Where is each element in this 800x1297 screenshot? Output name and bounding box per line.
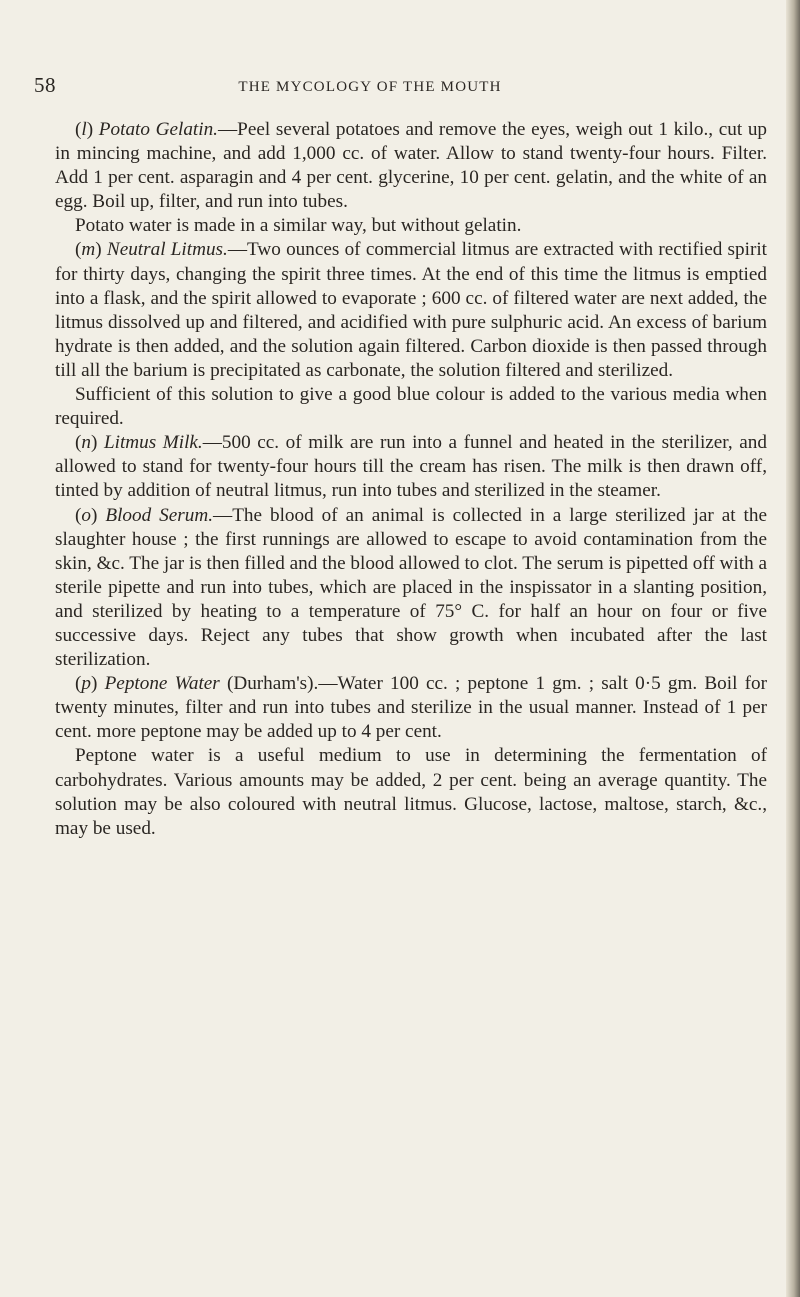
item-heading: Litmus Milk.	[103, 432, 203, 454]
running-head: THE MYCOLOGY OF THE MOUTH	[238, 79, 502, 95]
paragraph-text: (Durham's).—Water 100 cc. ; peptone 1 gm. ; salt 0·5 gm. Boil for twenty minutes, filter and run into tubes and sterilize in the usual manner. Instead of 1 per cent. more peptone may be added up to 4 per cent.	[55, 673, 768, 743]
page-edge-shadow	[786, 0, 800, 1297]
paragraph-text: —Peel several potatoes and remove the eyes, weigh out 1 kilo., cut up in mincing machine, and add 1,000 cc. of water. Allow to stand twenty-four hours. Filter. Add 1 per cent. asparagin and 4 per cent. glycerine, 10 per cent. gelatin, and the white of an egg. Boil up, filter, and run into tubes.	[55, 119, 768, 213]
paragraph-litmus-milk: (n) Litmus Milk.—500 cc. of milk are run into a funnel and heated in the sterilizer, and allowed to stand for twenty-four hours till the cream has risen. The milk is then drawn off, tinted by addition of neutral litmus, run into tubes and sterilized in the steamer.	[55, 432, 767, 502]
paragraph-litmus-colour	[55, 383, 767, 431]
paragraph-peptone-water: (p) Peptone Water (Durham's).—Water 100 cc. ; peptone 1 gm. ; salt 0·5 gm. Boil for twenty minutes, filter and run into tubes and sterilize in the usual manner. Instead of 1 per cent. more peptone may be added up to 4 per cent.	[55, 673, 768, 743]
item-heading: Neutral Litmus.	[106, 239, 228, 261]
paragraph-peptone-fermentation	[55, 744, 767, 840]
paragraph-neutral-litmus: (m) Neutral Litmus.—Two ounces of commercial litmus are extracted with rectified spirit for thirty days, changing the spirit three times. At the end of this time the litmus is emptied into a flask, and the spirit allowed to evaporate ; 600 cc. of filtered water are next added, the litmus dissolved up and filtered, and acidified with pure sulphuric acid. An excess of barium hydrate is then added, and the solution again filtered. Carbon dioxide is then passed through till all the barium is precipitated as carbonate, the solution filtered and sterilized.	[55, 239, 767, 381]
item-letter: p	[81, 673, 91, 695]
item-letter: o	[81, 504, 91, 526]
paragraph-potato-gelatin: (l) Potato Gelatin.—Peel several potatoes and remove the eyes, weigh out 1 kilo., cut up in mincing machine, and add 1,000 cc. of water. Allow to stand twenty-four hours. Filter. Add 1 per cent. asparagin and 4 per cent. glycerine, 10 per cent. gelatin, and the white of an egg. Boil up, filter, and run into tubes.	[55, 119, 768, 213]
paragraph-text: Potato water is made in a similar way, but without gelatin.	[75, 215, 522, 237]
paragraph-text: Sufficient of this solution to give a good blue colour is added to the various media when required.	[55, 384, 767, 430]
item-heading: Blood Serum.	[105, 504, 213, 526]
item-letter: m	[81, 239, 96, 261]
page-number: 58	[34, 73, 56, 97]
paragraph-text: —Two ounces of commercial litmus are extracted with rectified spirit for thirty days, changing the spirit three times. At the end of this time the litmus is emptied into a flask, and the spirit allowed to evaporate ; 600 cc. of filtered water are next added, the litmus dissolved up and filtered, and acidified with pure sulphuric acid. An excess of barium hydrate is then added, and the solution again filtered. Carbon dioxide is then passed through till all the barium is precipitated as carbonate, the solution filtered and sterilized.	[55, 239, 767, 381]
item-heading: Potato Gelatin.	[98, 119, 218, 140]
paragraph-potato-water	[55, 214, 767, 238]
body-text	[55, 118, 767, 841]
paragraph-text: Peptone water is a useful medium to use in determining the fermentation of carbohydrates. Various amounts may be added, 2 per cent. being an average quantity. The solution may be also coloured with neutral litmus. Glucose, lactose, maltose, starch, &c., may be used.	[55, 745, 767, 839]
item-letter: l	[81, 119, 87, 140]
item-letter: n	[81, 432, 91, 454]
item-heading: Peptone Water	[104, 673, 220, 695]
paragraph-blood-serum: (o) Blood Serum.—The blood of an animal is collected in a large sterilized jar at the slaughter house ; the first runnings are allowed to escape to avoid contamination from the skin, &c. The jar is then filled and the blood allowed to clot. The serum is pipetted off with a sterile pipette and run into tubes, which are placed in the inspissator in a slanting position, and sterilized by heating to a temperature of 75° C. for half an hour on four or five successive days. Reject any tubes that show growth when incubated after the last sterilization.	[55, 504, 767, 671]
paragraph-text: —500 cc. of milk are run into a funnel and heated in the sterilizer, and allowed to stand for twenty-four hours till the cream has risen. The milk is then drawn off, tinted by addition of neutral litmus, run into tubes and sterilized in the steamer.	[55, 432, 767, 502]
paragraph-text: —The blood of an animal is collected in a large sterilized jar at the slaughter house ; the first runnings are allowed to escape to avoid contamination from the skin, &c. The jar is then filled and the blood allowed to clot. The serum is pipetted off with a sterile pipette and run into tubes, which are placed in the inspissator in a slanting position, and sterilized by heating to a temperature of 75° C. for half an hour on four or five successive days. Reject any tubes that show growth when incubated after the last sterilization.	[55, 504, 767, 671]
